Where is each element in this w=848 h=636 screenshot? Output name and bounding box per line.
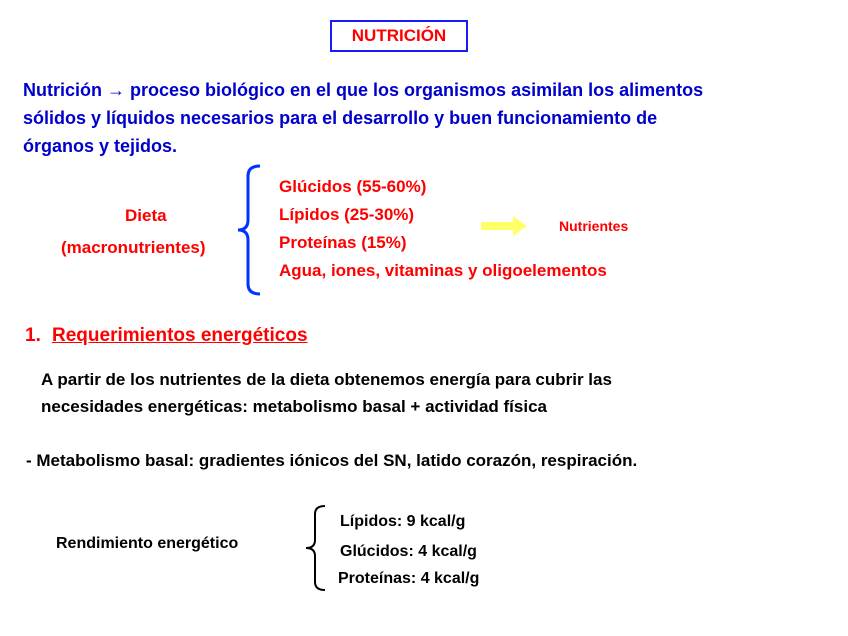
paragraph-line-2: necesidades energéticas: metabolismo basal + actividad física bbox=[41, 397, 547, 416]
diet-label-line-1: Dieta bbox=[125, 206, 167, 225]
section-title: Requerimientos energéticos bbox=[52, 325, 308, 346]
definition-line-2: sólidos y líquidos necesarios para el desarrollo y buen funcionamiento de bbox=[23, 108, 658, 128]
definition-line-1: Nutrición → proceso biológico en el que los organismos asimilan los alimentos bbox=[23, 80, 704, 100]
yield-item: Proteínas: 4 kcal/g bbox=[338, 570, 480, 587]
right-arrow-icon bbox=[481, 216, 527, 236]
definition-line-3: órganos y tejidos. bbox=[23, 136, 178, 156]
diet-item: Lípidos (25-30%) bbox=[279, 205, 415, 224]
diet-item: Agua, iones, vitaminas y oligoelementos bbox=[279, 261, 607, 280]
page-title: NUTRICIÓN bbox=[330, 20, 468, 52]
diet-item: Glúcidos (55-60%) bbox=[279, 177, 427, 196]
section-number: 1. bbox=[25, 325, 41, 346]
basal-metabolism-line: - Metabolismo basal: gradientes iónicos del SN, latido corazón, respiración. bbox=[26, 451, 638, 470]
diet-item: Proteínas (15%) bbox=[279, 233, 407, 252]
yield-item: Lípidos: 9 kcal/g bbox=[340, 513, 466, 530]
diet-label-line-2: (macronutrientes) bbox=[61, 238, 206, 257]
yield-brace-icon bbox=[303, 504, 329, 592]
yield-label: Rendimiento energético bbox=[56, 535, 239, 552]
yield-item: Glúcidos: 4 kcal/g bbox=[340, 543, 477, 560]
nutrients-label: Nutrientes bbox=[559, 218, 629, 234]
diet-brace-icon bbox=[234, 164, 264, 296]
paragraph-line-1: A partir de los nutrientes de la dieta obtenemos energía para cubrir las bbox=[41, 370, 612, 389]
